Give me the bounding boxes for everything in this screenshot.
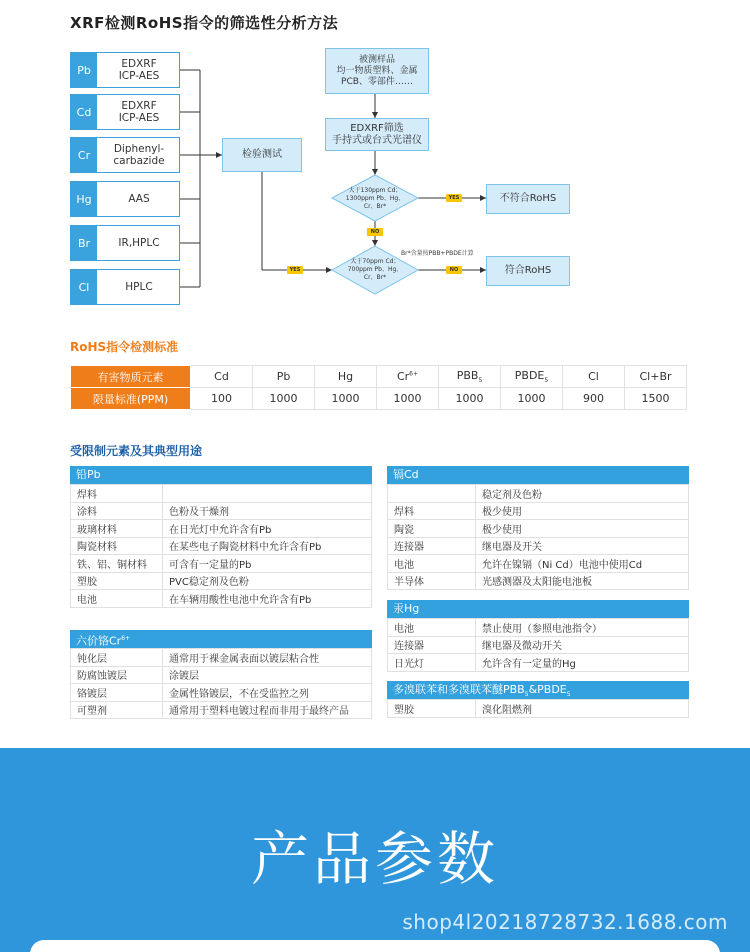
no-label: NO — [446, 266, 462, 274]
table-row: 焊料 极少使用 — [388, 502, 689, 520]
element-method: EDXRF ICP-AES — [118, 58, 160, 82]
element-cell: $PBDE_5$ — [501, 366, 563, 388]
lead-uses-table — [70, 484, 372, 608]
no-label: NO — [367, 228, 383, 236]
pass-result-box: 符合RoHS — [486, 256, 570, 286]
limit-cell: 100 — [191, 388, 253, 410]
table-row: 防腐蚀镀层 涂镀层 — [71, 666, 372, 684]
element-box-pb — [70, 52, 180, 88]
chromium-uses-header: 六价铬$Cr^{6+}$ — [70, 630, 372, 648]
shop-watermark: shop4l20218728732.1688.com — [402, 910, 728, 934]
element-method: EDXRF ICP-AES — [118, 100, 160, 124]
table-row: 稳定剂及色粉 — [388, 485, 689, 503]
standard-section-title: RoHS指令检测标准 — [70, 340, 179, 354]
element-cell: Cl+Br — [625, 366, 687, 388]
mercury-uses-table — [387, 618, 689, 672]
table-row: 半导体 光感测器及太阳能电池板 — [388, 572, 689, 590]
element-cell: Pb — [253, 366, 315, 388]
element-symbol: Cl — [71, 270, 97, 304]
chromium-uses-table — [70, 648, 372, 719]
table-row: 玻璃材料 在日光灯中允许含有Pb — [71, 520, 372, 538]
limit-cell: 1000 — [501, 388, 563, 410]
row-label: 有害物质元素 — [71, 366, 191, 388]
cadmium-uses-header: 镉Cd — [387, 466, 689, 484]
pbb-uses-table — [387, 699, 689, 718]
element-box-cd — [70, 94, 180, 130]
bromine-note: Br*含量按PBB+PBDE计算 — [401, 250, 474, 257]
limit-cell: 1000 — [377, 388, 439, 410]
table-row: 电池 在车辆用酸性电池中允许含有Pb — [71, 590, 372, 608]
element-method: AAS — [128, 193, 150, 205]
table-row: 铬镀层 金属性铬镀层，不在受监控之列 — [71, 684, 372, 702]
element-symbol: Hg — [71, 182, 97, 216]
table-row: 可塑剂 通常用于塑料电镀过程而非用于最终产品 — [71, 701, 372, 719]
table-row: 塑胶 PVC稳定剂及色粉 — [71, 572, 372, 590]
decision-text-1: 大于130ppm Cd； 1300ppm Pb、Hg、 Cr、Br* — [345, 187, 405, 210]
element-box-cr — [70, 137, 180, 173]
table-row: 钝化层 通常用于裸金属表面以镀层粘合性 — [71, 649, 372, 667]
banner-title: 产品参数 — [250, 825, 499, 893]
table-row: 连接器 继电器及微动开关 — [388, 636, 689, 654]
uses-section-title: 受限制元素及其典型用途 — [70, 444, 203, 458]
chromium-uses-block — [70, 630, 372, 719]
element-method: HPLC — [125, 281, 153, 293]
page-title: XRF检测RoHS指令的筛选性分析方法 — [70, 14, 339, 32]
element-symbol: Cd — [71, 95, 97, 129]
test-box: 检验测试 — [222, 138, 302, 172]
screening-box: EDXRF筛选 手持式或台式光谱仪 — [325, 118, 429, 151]
yes-label: YES — [287, 266, 303, 274]
element-cell: Cd — [191, 366, 253, 388]
element-method: IR,HPLC — [118, 237, 160, 249]
cadmium-uses-block — [387, 466, 689, 590]
cadmium-uses-table — [387, 484, 689, 590]
standard-elements-row — [71, 366, 687, 388]
yes-label: YES — [446, 194, 462, 202]
limit-cell: 1000 — [439, 388, 501, 410]
element-box-hg — [70, 181, 180, 217]
element-cell: $PBB_5$ — [439, 366, 501, 388]
table-row: 焊料 — [71, 485, 372, 503]
row-label: 限量标准(PPM) — [71, 388, 191, 410]
content-card-top — [30, 940, 720, 952]
element-symbol: Br — [71, 226, 97, 260]
element-cell: Cl — [563, 366, 625, 388]
lead-uses-header: 铅Pb — [70, 466, 372, 484]
pbb-uses-block — [387, 681, 689, 718]
table-row: 铁、铝、铜材料 可含有一定量的Pb — [71, 555, 372, 573]
limit-cell: 1000 — [315, 388, 377, 410]
element-box-cl — [70, 269, 180, 305]
mercury-uses-block — [387, 600, 689, 672]
element-box-br — [70, 225, 180, 261]
element-cell: Hg — [315, 366, 377, 388]
element-method: Diphenyl- carbazide — [113, 143, 165, 167]
mercury-uses-header: 汞Hg — [387, 600, 689, 618]
element-symbol: Pb — [71, 53, 97, 87]
table-row: 连接器 继电器及开关 — [388, 537, 689, 555]
element-cell: $Cr^{6+}$ — [377, 366, 439, 388]
table-row: 电池 禁止使用（参照电池指令） — [388, 619, 689, 637]
table-row: 涂料 色粉及干燥剂 — [71, 502, 372, 520]
table-row: 塑胶 溴化阻燃剂 — [388, 700, 689, 718]
table-row: 陶瓷材料 在某些电子陶瓷材料中允许含有Pb — [71, 537, 372, 555]
decision-text-2: 大于70ppm Cd； 700ppm Pb、Hg、 Cr、Br* — [347, 258, 403, 281]
table-row: 日光灯 允许含有一定量的Hg — [388, 654, 689, 672]
element-symbol: Cr — [71, 138, 97, 172]
standard-limits-row — [71, 388, 687, 410]
limit-cell: 1000 — [253, 388, 315, 410]
pbb-uses-header: 多溴联苯和多溴联苯醚$PBB_5\&PBDE_5$ — [387, 681, 689, 699]
table-row: 电池 允许在镍镉（Ni Cd）电池中使用Cd — [388, 555, 689, 573]
limit-cell: 1500 — [625, 388, 687, 410]
table-row: 陶瓷 极少使用 — [388, 520, 689, 538]
limit-cell: 900 — [563, 388, 625, 410]
fail-result-box: 不符合RoHS — [486, 184, 570, 214]
sample-box: 被测样品 均一物质塑料、金属 PCB、零部件…… — [325, 48, 429, 94]
lead-uses-block — [70, 466, 372, 608]
standard-table — [70, 365, 687, 410]
